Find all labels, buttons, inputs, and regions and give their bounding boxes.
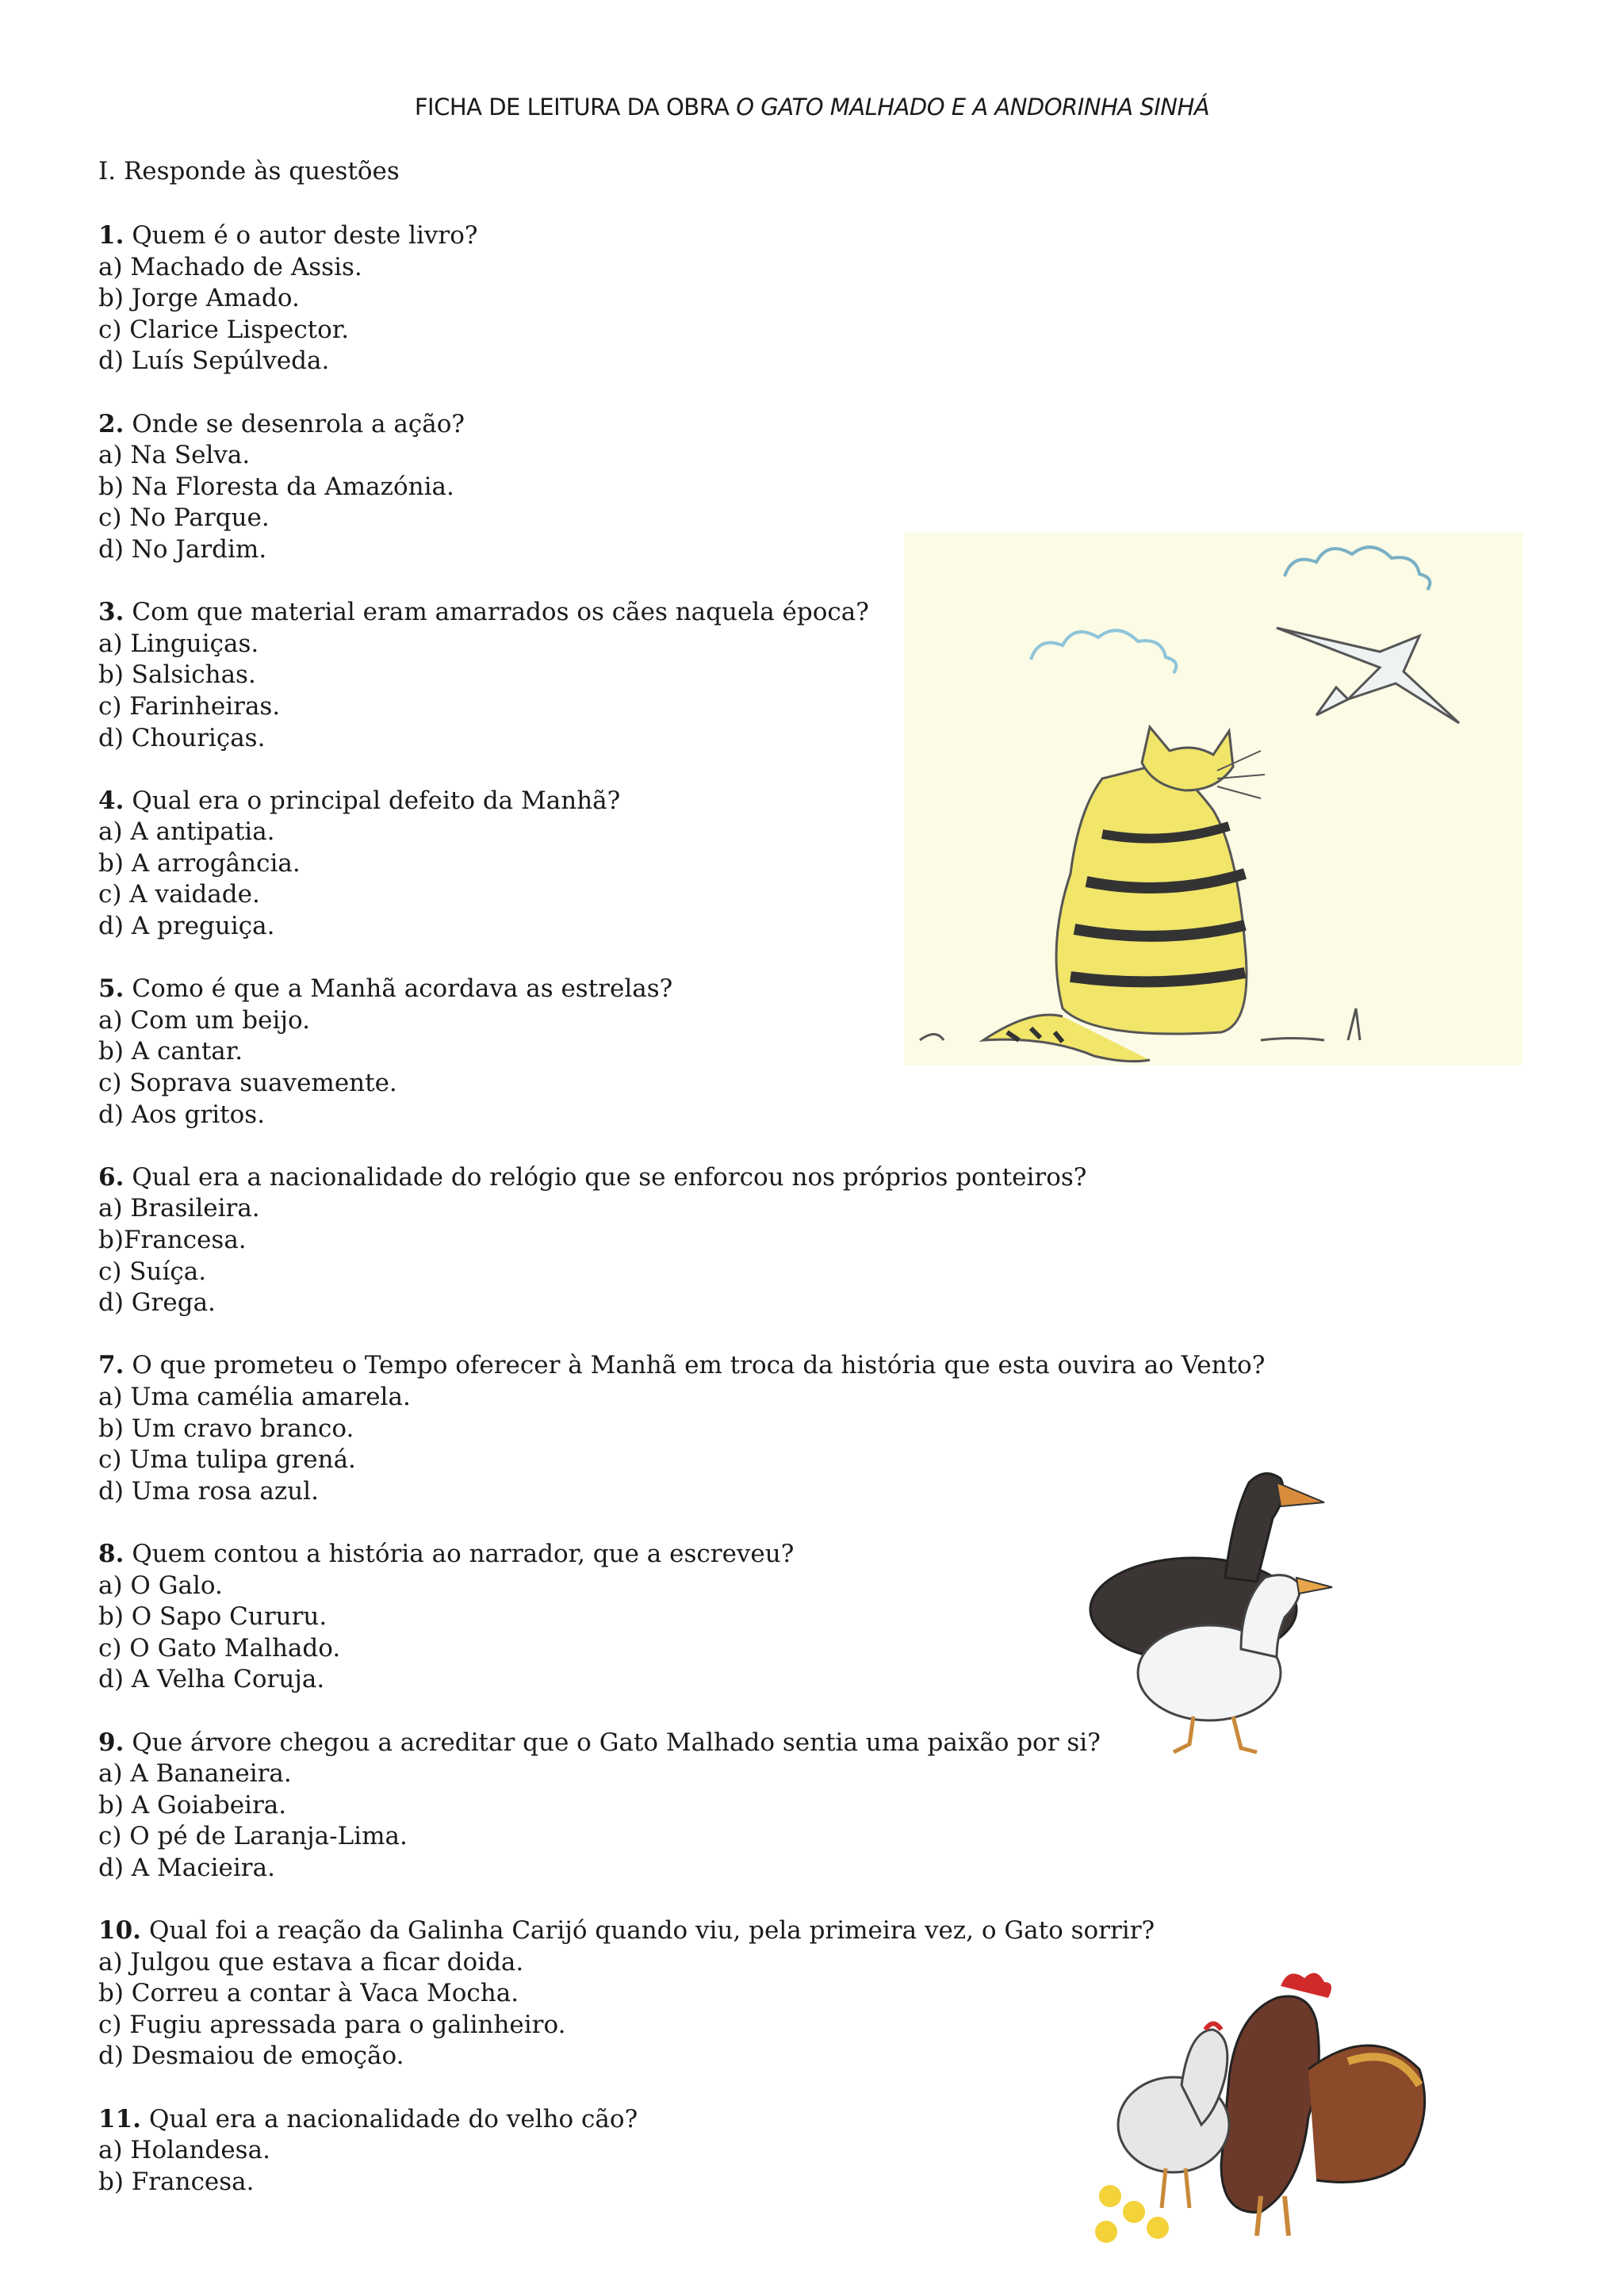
rooster-hen-chicks-illustration	[1086, 1966, 1483, 2252]
answer-option: b) A Goiabeira.	[98, 1790, 287, 1820]
answer-option: b) A cantar.	[98, 1037, 243, 1066]
answer-option: a) O Galo.	[98, 1571, 223, 1600]
answer-option: d) Grega.	[98, 1288, 216, 1318]
answer-option: c) Uma tulipa grená.	[98, 1445, 356, 1475]
answer-option: c) Soprava suavemente.	[98, 1069, 397, 1098]
question-number: 11.	[98, 2104, 141, 2133]
answer-option: c) Suíça.	[98, 1257, 207, 1286]
question-number: 4.	[98, 786, 124, 815]
question-number: 6.	[98, 1162, 124, 1192]
question-text: Qual era o principal defeito da Manhã?	[132, 786, 621, 815]
question-10	[98, 1915, 1208, 2072]
answer-option: c) Fugiu apressada para o galinheiro.	[98, 2010, 566, 2039]
answer-option: c) A vaidade.	[98, 880, 260, 909]
title-prefix: FICHA DE LEITURA DA OBRA	[414, 94, 730, 121]
rooster-icon	[1221, 1973, 1425, 2236]
answer-option: d) A Macieira.	[98, 1853, 275, 1882]
answer-option: b) Francesa.	[98, 2167, 255, 2196]
chicks-icon	[1095, 2185, 1169, 2243]
answer-option: a) A antipatia.	[98, 817, 275, 847]
question-text: Que árvore chegou a acreditar que o Gato Malhado sentia uma paixão por si?	[132, 1728, 1101, 1757]
answer-option: b) Um cravo branco.	[98, 1414, 354, 1443]
question-9	[98, 1728, 1208, 1885]
question-number: 1.	[98, 221, 124, 250]
answer-option: a) A Bananeira.	[98, 1759, 292, 1789]
ducks-illustration	[1059, 1459, 1376, 1760]
answer-option: b) Salsichas.	[98, 660, 256, 690]
question-text-line	[98, 2104, 1208, 2136]
question-number: 8.	[98, 1539, 124, 1568]
question-number: 2.	[98, 409, 124, 438]
question-text: O que prometeu o Tempo oferecer à Manhã em troca da história que esta ouvira ao Vento?	[132, 1351, 1266, 1380]
cat-and-swallow-illustration	[904, 533, 1522, 1066]
question-list	[98, 220, 1266, 2229]
cloud-icon	[1285, 547, 1430, 590]
answer-option: d) Desmaiou de emoção.	[98, 2042, 404, 2071]
question-text: Qual era a nacionalidade do velho cão?	[148, 2104, 638, 2133]
question-8	[98, 1539, 1208, 1696]
answer-option: a) Com um beijo.	[98, 1005, 310, 1035]
cat-icon	[983, 727, 1265, 1062]
question-number: 10.	[98, 1916, 141, 1946]
question-text-line	[98, 1728, 1208, 1759]
question-text: Quem contou a história ao narrador, que a escreveu?	[132, 1539, 795, 1568]
cloud-icon	[1031, 630, 1176, 673]
question-text-line	[98, 1915, 1208, 1947]
answer-option: a) Uma camélia amarela.	[98, 1382, 411, 1411]
swallow-icon	[1277, 628, 1459, 723]
answer-option: c) O pé de Laranja-Lima.	[98, 1822, 408, 1851]
answer-option: d) Luís Sepúlveda.	[98, 346, 330, 376]
question-text-line	[98, 409, 1208, 441]
instructions: I. Responde às questões	[98, 157, 400, 186]
question-11	[98, 2104, 1208, 2198]
question-number: 5.	[98, 974, 124, 1004]
question-text: Onde se desenrola a ação?	[132, 409, 465, 438]
answer-option: a) Linguiças.	[98, 629, 259, 658]
answer-option: b) O Sapo Cururu.	[98, 1602, 327, 1632]
answer-option: d) No Jardim.	[98, 534, 267, 564]
question-text-line	[98, 1539, 1208, 1571]
question-text: Quem é o autor deste livro?	[132, 221, 478, 250]
question-1	[98, 220, 1208, 377]
answer-option: a) Machado de Assis.	[98, 252, 362, 281]
answer-option: d) Uma rosa azul.	[98, 1476, 319, 1506]
answer-option: d) Chouriças.	[98, 723, 266, 752]
answer-option: c) O Gato Malhado.	[98, 1633, 341, 1663]
question-text-line	[98, 1162, 1208, 1194]
answer-option: a) Julgou que estava a ficar doida.	[98, 1947, 524, 1976]
question-text: Qual era a nacionalidade do relógio que se enforcou nos próprios ponteiros?	[132, 1162, 1087, 1192]
title-work: O GATO MALHADO E A ANDORINHA SINHÁ	[736, 94, 1210, 121]
question-number: 3.	[98, 598, 124, 627]
question-text-line	[98, 220, 1208, 252]
question-7	[98, 1350, 1266, 1507]
question-number: 9.	[98, 1728, 124, 1757]
question-text: Como é que a Manhã acordava as estrelas?	[132, 974, 673, 1004]
page-title	[0, 94, 1624, 121]
answer-option: c) No Parque.	[98, 503, 270, 533]
question-6	[98, 1162, 1208, 1319]
question-text: Com que material eram amarrados os cães naquela época?	[132, 598, 869, 627]
answer-option: a) Brasileira.	[98, 1194, 260, 1223]
answer-option: d) Aos gritos.	[98, 1100, 266, 1129]
answer-option: b) A arrogância.	[98, 848, 301, 878]
answer-option: d) A Velha Coruja.	[98, 1665, 325, 1694]
question-text-line	[98, 1350, 1266, 1382]
answer-option: b)Francesa.	[98, 1226, 247, 1254]
answer-option: c) Farinheiras.	[98, 691, 281, 721]
question-number: 7.	[98, 1351, 124, 1380]
question-text: Qual foi a reação da Galinha Carijó quando viu, pela primeira vez, o Gato sorrir?	[148, 1916, 1155, 1946]
answer-option: d) A preguiça.	[98, 912, 275, 941]
answer-option: b) Jorge Amado.	[98, 284, 300, 313]
answer-option: b) Correu a contar à Vaca Mocha.	[98, 1979, 519, 2008]
answer-option: b) Na Floresta da Amazónia.	[98, 472, 454, 501]
answer-option: a) Holandesa.	[98, 2136, 270, 2165]
answer-option: c) Clarice Lispector.	[98, 315, 350, 344]
hen-icon	[1118, 2024, 1229, 2209]
answer-option: a) Na Selva.	[98, 441, 251, 470]
